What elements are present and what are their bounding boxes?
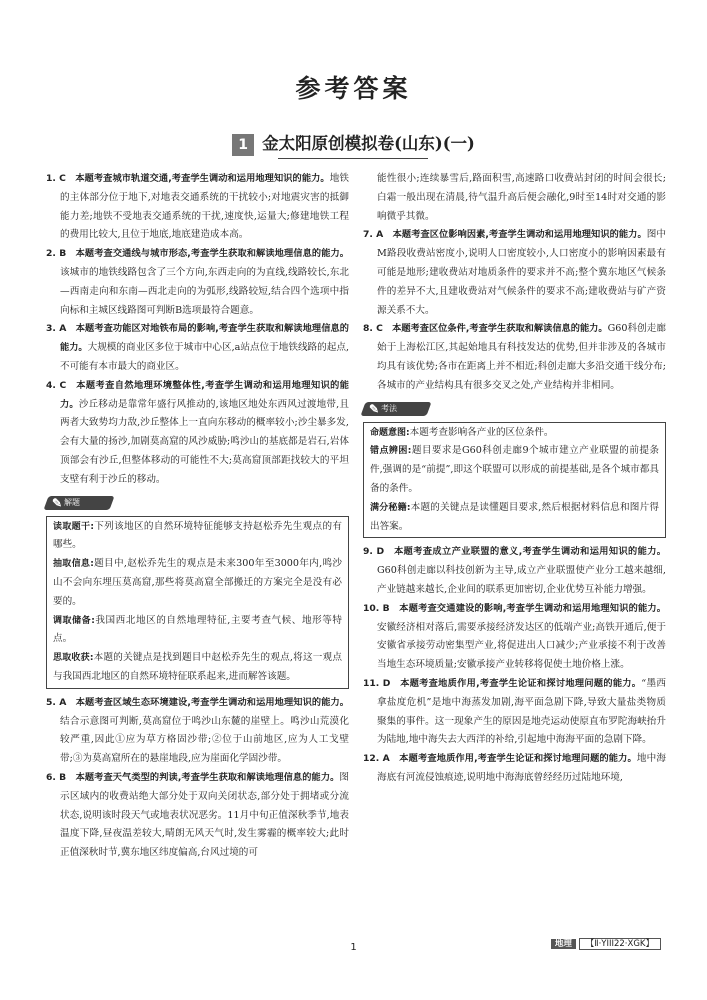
answer-8-body: G60科创走廊始于上海松江区,其起始地具有科技发达的优势,但并非涉及的各城市均具有该优势;各市在距离上并不相近;科创走廊大多沿交通干线分布;各城市的产业结构具有很多交叉之处,产业结构并非相同。	[377, 323, 666, 391]
pen-icon: ✎	[52, 495, 63, 510]
answer-6	[46, 769, 349, 863]
box-label: 读取题干:	[53, 521, 94, 532]
box-paragraph	[53, 555, 342, 611]
solution-box	[46, 516, 349, 689]
answer-12-lead: 12. A 本题考查地质作用,考查学生论证和探讨地理问题的能力。	[363, 753, 637, 765]
answer-1	[46, 170, 349, 245]
box-paragraph	[370, 499, 659, 537]
answer-4	[46, 377, 349, 490]
box-paragraph	[53, 649, 342, 687]
answer-3-lead: 3. A 本题考查功能区对地铁布局的影响,考查学生获取和解读地理信息的能力。	[46, 323, 349, 354]
box-paragraph	[370, 442, 659, 498]
answer-10-body: 安徽经济相对落后,需要承接经济发达区的低端产业;高铁开通后,便于安徽省承接劳动密集型产业,将促进出人口减少;产业承接不利于改善当地生态环境质量;安徽承接产业转移将促使土地价格上涨。	[377, 621, 666, 671]
box-label: 调取储备:	[53, 615, 95, 626]
section-number-badge: 1	[232, 134, 254, 156]
answer-7-lead: 7. A 本题考查区位影响因素,考查学生调动和运用地理知识的能力。	[363, 229, 647, 241]
footer-code: 【Ⅱ·YIII22·XGK】	[579, 938, 661, 950]
box-text: 题目中,赵松乔先生的观点是未来300年至3000年内,鸣沙山不会向东埋压莫高窟,那些将莫高窟全部搬迁的方案完全是没有必要的。	[53, 558, 342, 607]
answer-5-lead: 5. A 本题考查区域生态环境建设,考查学生调动和运用地理知识的能力。	[46, 696, 349, 708]
kaofa-tag	[363, 401, 443, 418]
box-text: 本题的关键点是读懂题目要求,然后根据材料信息和图片得出答案。	[370, 501, 659, 532]
box-label: 抽取信息:	[53, 559, 94, 570]
footer-label	[551, 937, 661, 951]
answer-2	[46, 245, 349, 320]
section-heading	[0, 132, 707, 156]
box-label: 命题意图:	[370, 427, 410, 438]
box-label: 满分秘籍:	[370, 502, 411, 513]
answer-6-body: 图示区域内的收费站绝大部分处于双向关闭状态,部分处于拥堵或分流状态,说明该时段天气或地表状况恶劣。11月中旬正值深秋季节,地表温度下降,昼夜温差较大,晴朗无风天气时,发生雾霾的概率较大;此时正值深秋时节,冀东地区纬度偏高,台风过境的可	[60, 771, 349, 859]
answer-6-lead: 6. B 本题考查天气类型的判读,考查学生获取和解读地理信息的能力。	[46, 771, 340, 783]
answer-11-body: “墨西拿盐度危机”是地中海蒸发加剧,海平面急剧下降,导致大量盐类物质聚集的事件。这一现象产生的原因是地壳运动使原直布罗陀海峡抬升为陆地,地中海失去大西洋的补给,引起地中海海平面的急剧下降。	[377, 677, 666, 746]
answer-2-lead: 2. B 本题考查交通线与城市形态,考查学生获取和解读地理信息的能力。	[46, 248, 349, 260]
page-number: 1	[350, 942, 357, 953]
answer-6-continued: 能性很小;连续暴雪后,路面积雪,高速路口收费站封闭的时间会很长;白霜一般出现在清晨,待气温升高后便会融化,9时至14时对交通的影响微乎其微。	[377, 173, 666, 222]
answer-12	[363, 750, 666, 788]
box-text: 我国西北地区的自然地理特征,主要考查气候、地形等特点。	[53, 614, 342, 645]
answer-5-body: 结合示意图可判断,莫高窟位于鸣沙山东麓的崖壁上。鸣沙山荒漠化较严重,因此①应为草方格固沙带;②位于山前地区,应为人工戈壁带;③为莫高窟所在的悬崖地段,应为崖面化学固沙带。	[60, 715, 349, 765]
pen-icon: ✎	[369, 401, 380, 416]
method-box	[363, 422, 666, 539]
answer-8	[363, 320, 666, 395]
answer-4-body: 沙丘移动是靠常年盛行风推动的,该地区地处东西风过渡地带,且两者大致势均力敌,沙丘整体上一直向东移动的概率较小;沙尘暴多发,会有大量的扬沙,加剧莫高窟的风沙威胁;鸣沙山的基底都是岩石,岩体顶部会有沙丘,但整体移动的可能性不大;莫高窟顶部距找较大的平坦支壁有利于沙丘的移动。	[60, 398, 349, 485]
left-column	[46, 170, 349, 863]
answer-9-body: G60科创走廊以科技创新为主导,成立产业联盟使产业分工越来越细,产业链越来越长,企业间的联系更加密切,企业优势互补能力增强。	[377, 565, 666, 595]
answer-10-lead: 10. B 本题考查交通建设的影响,考查学生调动和运用地理知识的能力。	[363, 602, 666, 614]
answer-11-lead: 11. D 本题考查地质作用,考查学生论证和探讨地理问题的能力。	[363, 677, 642, 689]
box-text: 题目要求是G60科创走廊9个城市建立产业联盟的前提条件,强调的是“前提”,即这个联盟可以形成的前提基础,是各个城市都具备的条件。	[370, 445, 659, 494]
box-paragraph	[53, 612, 342, 650]
section-title: 金太阳原创模拟卷(山东)(一)	[262, 134, 475, 153]
answer-1-lead: 1. C 本题考查城市轨道交通,考查学生调动和运用地理知识的能力。	[46, 173, 330, 184]
answer-10	[363, 600, 666, 675]
answer-3-body: 大规模的商业区多位于城市中心区,a站点位于地铁线路的起点,不可能有本市最大的商业区。	[60, 342, 350, 372]
answer-7-body: 图中M路段收费站密度小,说明人口密度较小,人口密度小的影响因素最有可能是地形;建收费站对地质条件的要求并不高;整个冀东地区气候条件的差异不大,且建收费站对气候条件的要求不高;建收费站与矿产资源关系不大。	[377, 229, 666, 316]
footer-subject: 地理	[551, 939, 576, 949]
box-label: 思取收获:	[53, 653, 94, 664]
answer-5	[46, 694, 349, 769]
box-label: 错点辨困:	[370, 446, 412, 457]
heading-underline	[278, 158, 428, 159]
answer-12-body: 地中海海底有河流侵蚀痕迹,说明地中海海底曾经经历过陆地环境,	[377, 753, 666, 783]
tag-label: 考法	[381, 403, 397, 413]
tag-label: 解题	[64, 497, 80, 507]
answer-9-lead: 9. D 本题考查成立产业联盟的意义,考查学生调动和运用知识的能力。	[363, 546, 666, 558]
answer-4-lead: 4. C 本题考查自然地理环境整体性,考查学生调动和运用地理知识的能力。	[46, 379, 349, 410]
answer-1-body: 地铁的主体部分位于地下,对地表交通系统的干扰较小;对地震灾害的抵御能力差;地铁不受地表交通系统的干扰,速度快,运量大;修建地铁工程的费用比较大,且位于地底,地底建造成本高。	[60, 173, 349, 241]
box-text: 本题的关键点是找到题目中赵松乔先生的观点,将这一观点与我国西北地区的自然环境特征联系起来,进而解答该题。	[53, 652, 342, 682]
right-column	[363, 170, 666, 788]
answer-11	[363, 675, 666, 750]
answer-3	[46, 320, 349, 376]
jieti-tag	[46, 495, 126, 512]
answer-2-body: 该城市的地铁线路包含了三个方向,东西走向的为直线,线路较长,东北—西南走向和东南—西北走向的为弧形,线路较短,结合四个选项中指向标和主城区线路图可判断B选项最符合题意。	[60, 266, 349, 316]
box-paragraph	[370, 424, 659, 443]
box-text: 下列该地区的自然环境特征能够支持赵松乔先生观点的有哪些。	[53, 520, 342, 551]
page-title: 参考答案	[295, 74, 412, 103]
answer-9	[363, 543, 666, 599]
box-text: 本题考查影响各产业的区位条件。	[409, 426, 554, 438]
box-paragraph	[53, 518, 342, 556]
answer-8-lead: 8. C 本题考查区位条件,考查学生获取和解读信息的能力。	[363, 323, 608, 335]
answer-7	[363, 226, 666, 320]
